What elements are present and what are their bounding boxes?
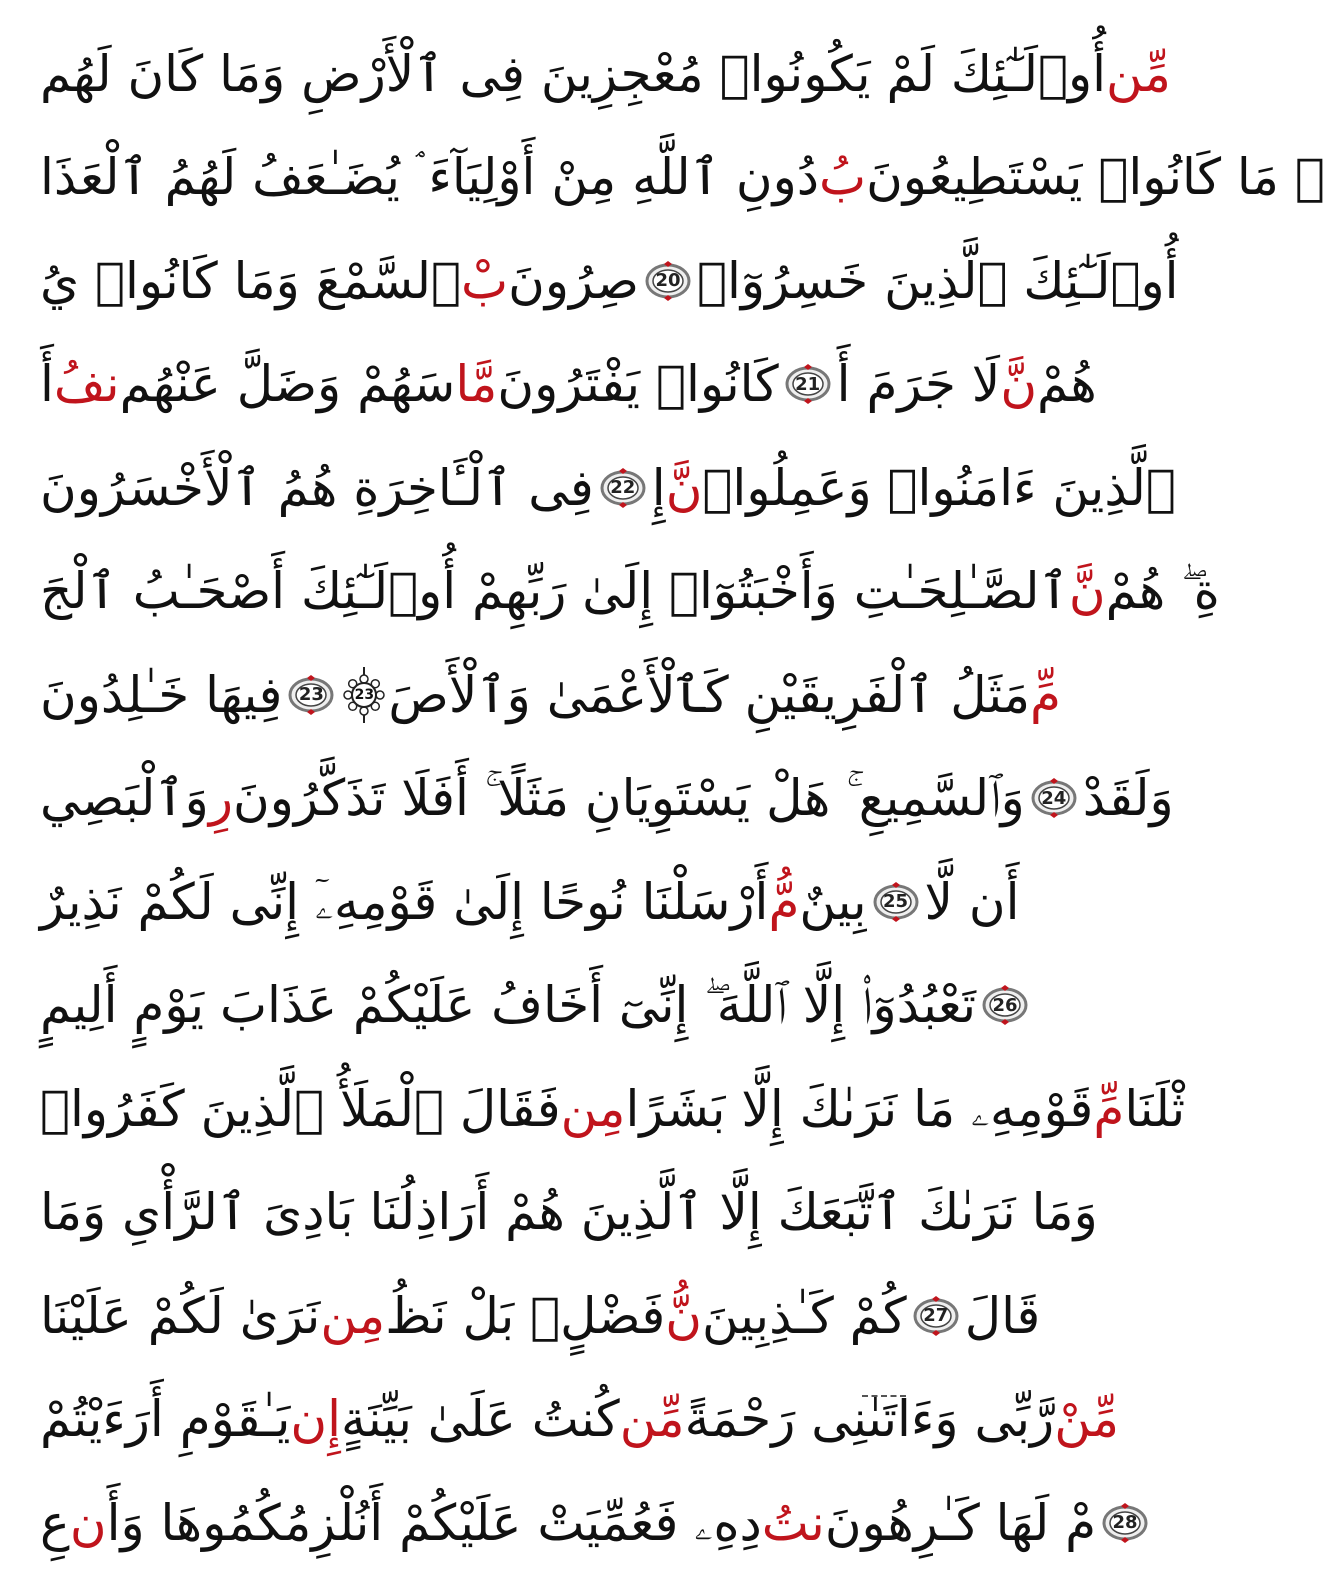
verse-text: مَثَلُ ٱلْفَرِيقَيْنِ كَٱلْأَعْمَىٰ وَٱلْأَصَ xyxy=(388,665,1031,724)
ayah-number-marker xyxy=(982,986,1028,1024)
verse-text: فَقَالَ ٱلْمَلَأُ ٱلَّذِينَ كَفَرُوا۟ xyxy=(40,1079,561,1138)
verse-text: ٱلصَّـٰلِحَـٰتِ وَأَخْبَتُوٓا۟ إِلَىٰ رَبِّهِمْ أُو۟لَـٰٓئِكَ أَصْحَـٰبُ ٱلْجَ xyxy=(40,562,1069,621)
verse-line xyxy=(40,1057,1186,1161)
tajweed-highlight-text: بْ xyxy=(461,251,509,310)
ayah-number: 21 xyxy=(795,373,821,395)
verse-text: عِ xyxy=(40,1493,70,1552)
verse-text: ۚ مَا كَانُوا۟ يَسْتَطِيعُونَ xyxy=(866,148,1325,207)
tajweed-highlight-text: نَّ xyxy=(665,458,703,517)
tajweed-highlight-text: نتُ xyxy=(761,1493,825,1552)
tajweed-highlight-text: مَّا xyxy=(455,355,498,414)
verse-line xyxy=(40,1264,1041,1368)
verse-line xyxy=(40,954,1018,1058)
ayah-number-marker xyxy=(288,676,334,714)
verse-text: يَـٰقَوْمِ أَرَءَيْتُمْ xyxy=(40,1390,291,1449)
verse-text: أُو۟لَـٰٓئِكَ ٱلَّذِينَ خَسِرُوٓا۟ xyxy=(697,251,1179,310)
dashed-underline-mark xyxy=(862,1395,906,1397)
verse-line xyxy=(40,22,1171,126)
verse-text: ةِ ۖ هُمْ xyxy=(1105,562,1220,621)
tajweed-highlight-text: مِن xyxy=(320,1286,386,1345)
verse-text: ٱلسَّمْعَ وَمَا كَانُوا۟ يُ xyxy=(40,251,462,310)
verse-line xyxy=(40,126,1325,230)
tajweed-highlight-text: مُّ xyxy=(768,872,800,931)
tajweed-highlight-text: نفُ xyxy=(53,355,120,414)
verse-text: وَٱلسَّمِيعِ ۚ هَلْ يَسْتَوِيَانِ مَثَلًا ۚ أَفَلَا تَذَكَّرُونَ xyxy=(232,769,1025,828)
ayah-number: 22 xyxy=(610,477,636,499)
ayah-number-marker xyxy=(645,262,691,300)
verse-text: تَعْبُدُوٓا۟ إِلَّا ٱللَّهَ ۖ إِنِّىٓ أَخَافُ عَلَيْكُمْ عَذَابَ يَوْمٍ أَلِيمٍ xyxy=(40,976,977,1035)
verse-text: مْ لَهَا كَـٰرِهُونَ xyxy=(824,1493,1097,1552)
ayah-number: 28 xyxy=(1112,1512,1138,1534)
verse-text: لَا جَرَمَ أَ xyxy=(836,355,1001,414)
verse-text: ٱلَّذِينَ ءَامَنُوا۟ وَعَمِلُوا۟ xyxy=(702,458,1176,517)
tajweed-highlight-text: مِّ xyxy=(1030,665,1061,724)
verse-text: هُمْ xyxy=(1037,355,1097,414)
tajweed-highlight-text: ن xyxy=(69,1493,107,1552)
verse-text: فَضْلٍۭ بَلْ نَظُ xyxy=(385,1286,666,1345)
verse-text: قَالَ xyxy=(964,1286,1041,1345)
ayah-number: 20 xyxy=(655,270,681,292)
verse-text: ثْلَنَا xyxy=(1124,1079,1186,1138)
verse-lines xyxy=(40,22,1325,1575)
verse-text: كَانُوا۟ يَفْتَرُونَ xyxy=(497,355,779,414)
verse-text: بِينٌ xyxy=(799,872,867,931)
verse-line xyxy=(40,436,1176,540)
verse-text: نَرَىٰ لَكُمْ عَلَيْنَا xyxy=(40,1286,321,1345)
verse-line xyxy=(40,1161,1098,1265)
verse-text: صِرُونَ xyxy=(508,251,640,310)
verse-text: أَ xyxy=(40,355,54,414)
verse-line xyxy=(40,850,1020,954)
tajweed-highlight-text: مِّنْ xyxy=(1054,1390,1120,1449)
ayah-number-marker xyxy=(913,1297,959,1335)
ayah-number-marker xyxy=(1102,1504,1148,1542)
verse-text: أَرْسَلْنَا نُوحًا إِلَىٰ قَوْمِهِۦٓ إِنِّى لَكُمْ نَذِيرٌ xyxy=(40,872,769,931)
tajweed-highlight-text: مِّ xyxy=(1093,1079,1125,1138)
verse-line xyxy=(40,1471,1138,1575)
ayah-number: 27 xyxy=(923,1305,949,1327)
verse-line xyxy=(40,747,1174,851)
verse-text: وَٱلْبَصِي xyxy=(40,769,209,828)
hizb-quarter-marker xyxy=(340,665,388,725)
tajweed-highlight-text: مِّن xyxy=(1106,44,1171,103)
ayah-number-marker xyxy=(873,883,919,921)
ayah-number-marker xyxy=(785,365,831,403)
verse-text: فِيهَا خَـٰلِدُونَ xyxy=(40,665,283,724)
ayah-number-marker xyxy=(1031,779,1077,817)
tajweed-highlight-text: رِ xyxy=(208,769,233,828)
verse-text: وَمَا نَرَىٰكَ ٱتَّبَعَكَ إِلَّا ٱلَّذِينَ هُمْ أَرَاذِلُنَا بَادِىَ ٱلرَّأْىِ وَمَا xyxy=(40,1183,1098,1242)
ayah-number: 24 xyxy=(1041,787,1067,809)
verse-line xyxy=(40,540,1220,644)
verse-line xyxy=(40,333,1097,437)
verse-text: إِ xyxy=(651,458,666,517)
verse-line xyxy=(40,643,1061,747)
ayah-number: 26 xyxy=(992,994,1018,1016)
ayah-number-marker xyxy=(600,469,646,507)
ayah-number: 23 xyxy=(298,684,324,706)
hizb-quarter-number: 23 xyxy=(354,686,375,703)
verse-text: فِى ٱلْـَٔاخِرَةِ هُمُ ٱلْأَخْسَرُونَ xyxy=(40,458,594,517)
verse-text: كُمْ كَـٰذِبِينَ xyxy=(702,1286,907,1345)
verse-text: رَّبِّى وَءَاتَىٰنِى رَحْمَةً xyxy=(684,1390,1055,1449)
tajweed-highlight-text: مِن xyxy=(560,1079,626,1138)
verse-text: سَهُمْ وَضَلَّ عَنْهُم xyxy=(119,355,456,414)
tajweed-highlight-text: نَّ xyxy=(1068,562,1106,621)
tajweed-highlight-text: نُّ xyxy=(665,1286,702,1345)
verse-text: كُنتُ عَلَىٰ بَيِّنَةٍ xyxy=(341,1390,620,1449)
verse-line xyxy=(40,1368,1120,1472)
tajweed-highlight-text: مِّن xyxy=(619,1390,685,1449)
ayah-number: 25 xyxy=(882,891,909,913)
verse-text: وَلَقَدْ xyxy=(1082,769,1174,828)
verse-text: دُونِ ٱللَّهِ مِنْ أَوْلِيَآءَ ۘ يُضَـٰعَفُ لَهُمُ ٱلْعَذَا xyxy=(40,148,819,207)
verse-text: دِهِۦ فَعُمِّيَتْ عَلَيْكُمْ أَنُلْزِمُكُمُوهَا وَأَ xyxy=(106,1493,762,1552)
verse-text: أُو۟لَـٰٓئِكَ لَمْ يَكُونُوا۟ مُعْجِزِينَ فِى ٱلْأَرْضِ وَمَا كَانَ لَهُم xyxy=(40,44,1107,103)
tajweed-highlight-text: نَّ xyxy=(1000,355,1038,414)
verse-line xyxy=(40,229,1179,333)
verse-text: قَوْمِهِۦ مَا نَرَىٰكَ إِلَّا بَشَرًا xyxy=(625,1079,1094,1138)
verse-text: أَن لَّا xyxy=(924,872,1020,931)
tajweed-highlight-text: بُ xyxy=(818,148,867,207)
tajweed-highlight-text: إِن xyxy=(290,1390,341,1449)
